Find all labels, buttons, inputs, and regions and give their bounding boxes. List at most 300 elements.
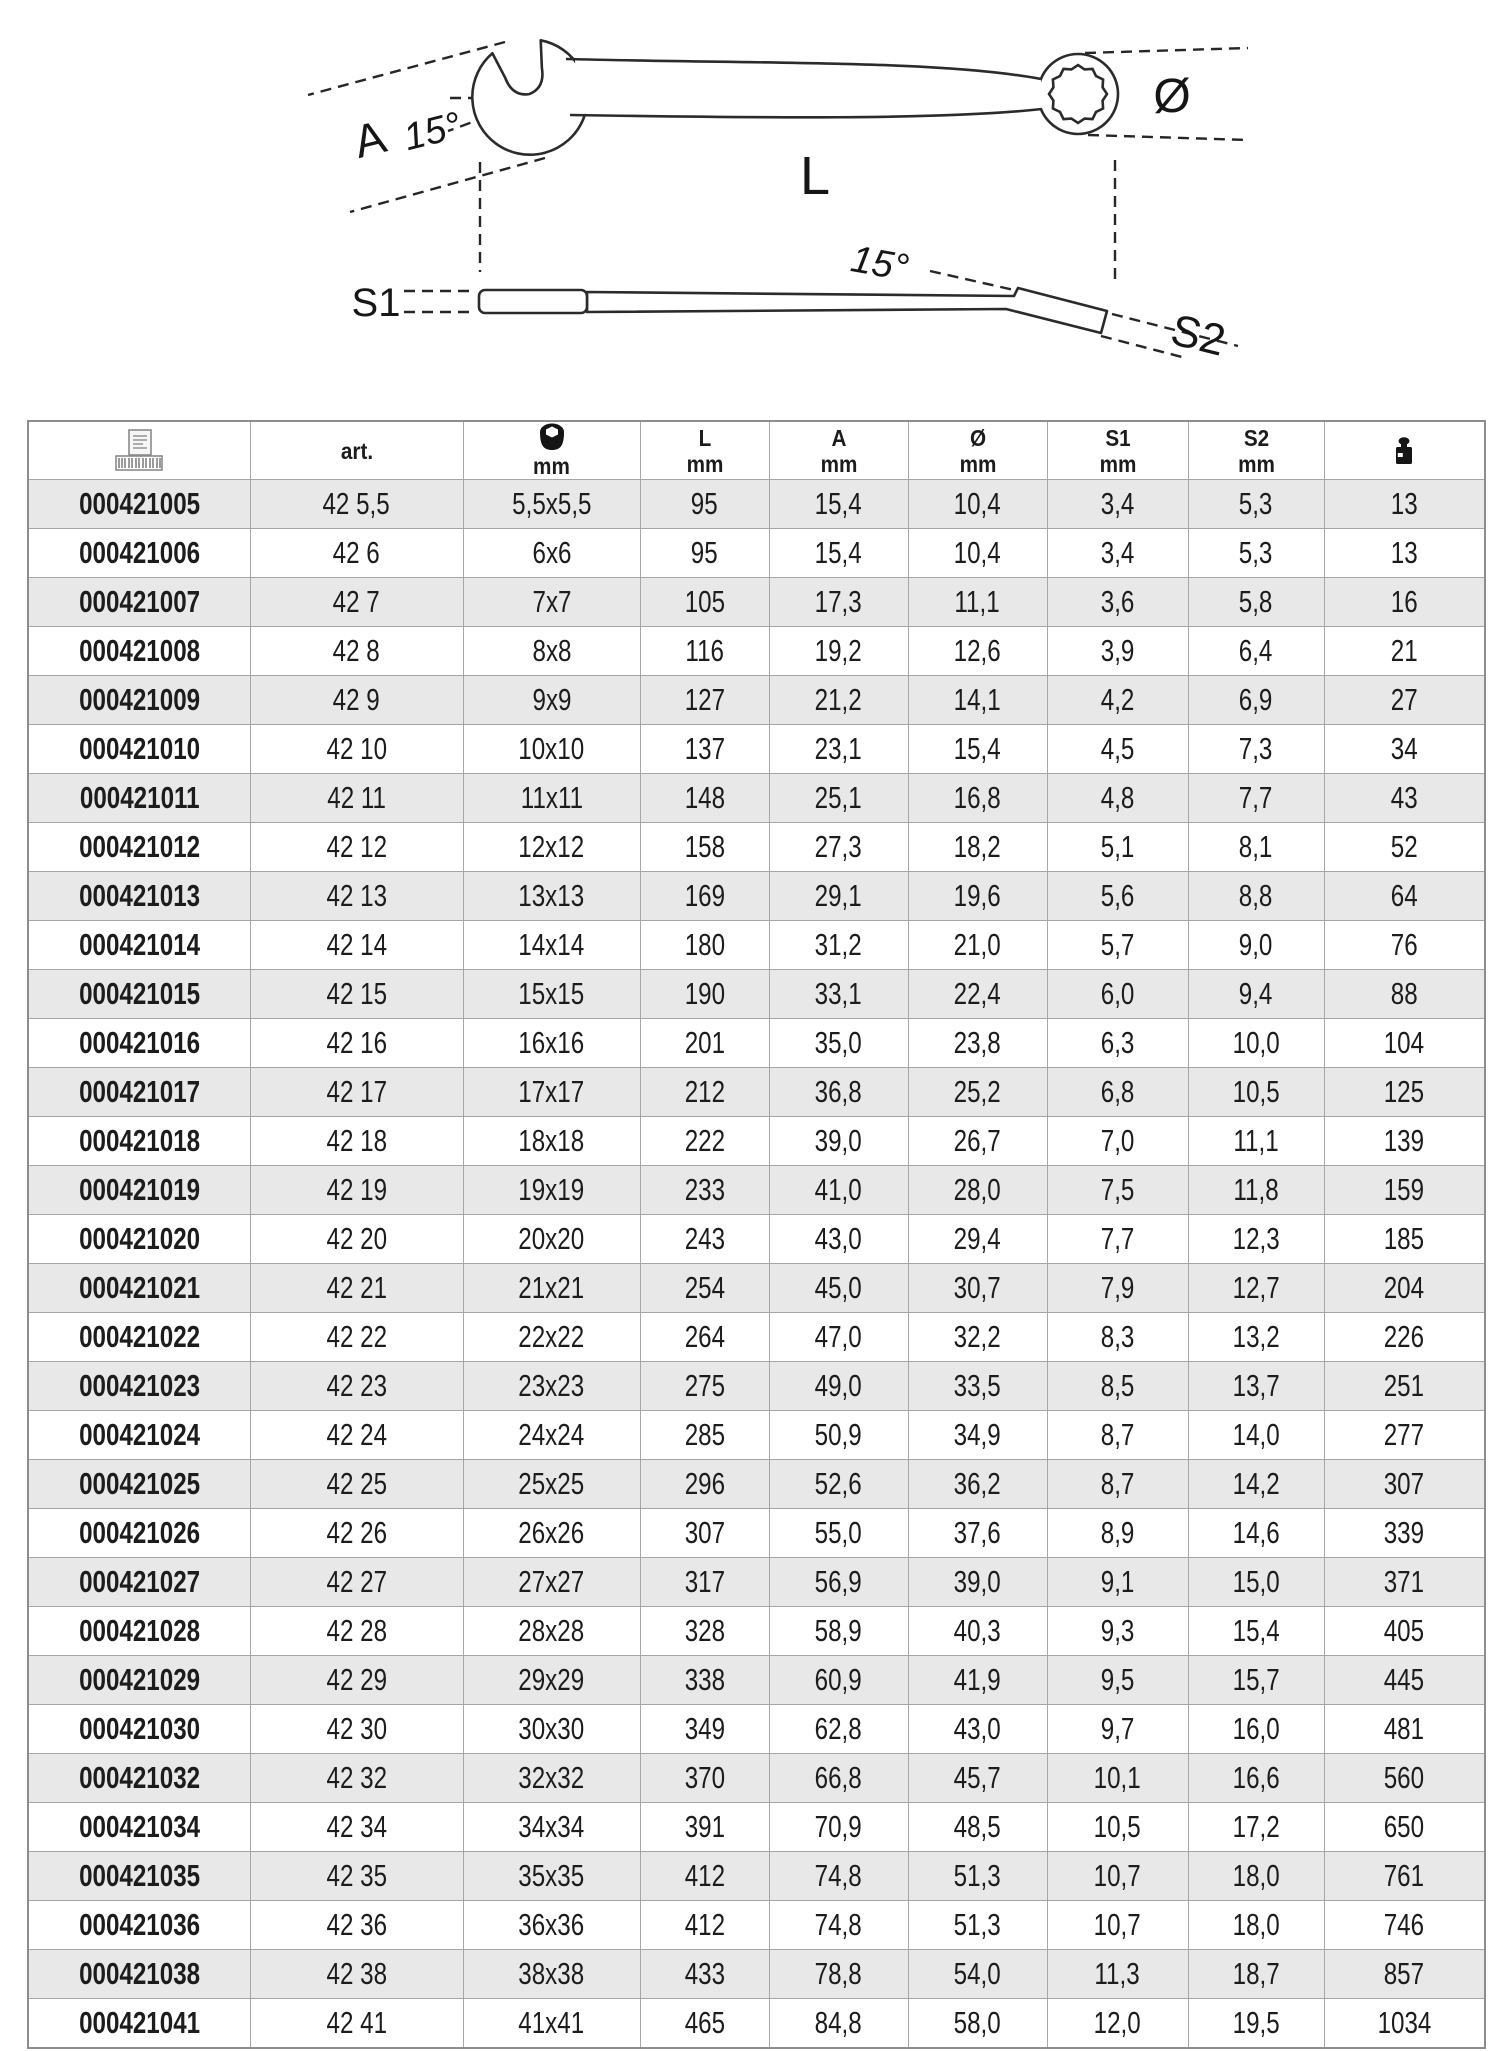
cell-code: 000421032 — [28, 1754, 250, 1803]
cell-diameter: 18,2 — [908, 823, 1047, 872]
cell-s1: 7,5 — [1047, 1166, 1188, 1215]
cell-l: 317 — [640, 1558, 769, 1607]
cell-weight: 1034 — [1324, 1999, 1485, 2049]
col-header-diameter: Ø mm — [908, 421, 1047, 480]
cell-l: 412 — [640, 1901, 769, 1950]
cell-l: 433 — [640, 1950, 769, 1999]
cell-l: 222 — [640, 1117, 769, 1166]
cell-diameter: 34,9 — [908, 1411, 1047, 1460]
cell-size: 5,5x5,5 — [463, 480, 640, 529]
col-header-s2: S2 mm — [1188, 421, 1324, 480]
table-row — [28, 1019, 1485, 1068]
table-row — [28, 1068, 1485, 1117]
cell-size: 12x12 — [463, 823, 640, 872]
cell-art: 42 15 — [250, 970, 463, 1019]
cell-l: 201 — [640, 1019, 769, 1068]
cell-s2: 9,0 — [1188, 921, 1324, 970]
cell-l: 148 — [640, 774, 769, 823]
cell-s1: 10,7 — [1047, 1852, 1188, 1901]
cell-s2: 6,9 — [1188, 676, 1324, 725]
cell-s2: 17,2 — [1188, 1803, 1324, 1852]
cell-a: 36,8 — [769, 1068, 908, 1117]
cell-size: 19x19 — [463, 1166, 640, 1215]
cell-weight: 251 — [1324, 1362, 1485, 1411]
cell-s2: 18,7 — [1188, 1950, 1324, 1999]
table-row — [28, 1215, 1485, 1264]
cell-code: 000421029 — [28, 1656, 250, 1705]
cell-a: 60,9 — [769, 1656, 908, 1705]
cell-size: 26x26 — [463, 1509, 640, 1558]
cell-weight: 21 — [1324, 627, 1485, 676]
cell-diameter: 58,0 — [908, 1999, 1047, 2049]
cell-a: 66,8 — [769, 1754, 908, 1803]
cell-s1: 9,1 — [1047, 1558, 1188, 1607]
cell-art: 42 10 — [250, 725, 463, 774]
cell-s2: 19,5 — [1188, 1999, 1324, 2049]
cell-art: 42 6 — [250, 529, 463, 578]
cell-diameter: 39,0 — [908, 1558, 1047, 1607]
cell-diameter: 30,7 — [908, 1264, 1047, 1313]
cell-size: 23x23 — [463, 1362, 640, 1411]
cell-weight: 650 — [1324, 1803, 1485, 1852]
cell-diameter: 45,7 — [908, 1754, 1047, 1803]
cell-s1: 8,7 — [1047, 1460, 1188, 1509]
cell-l: 190 — [640, 970, 769, 1019]
cell-size: 6x6 — [463, 529, 640, 578]
table-row — [28, 1460, 1485, 1509]
cell-s1: 7,0 — [1047, 1117, 1188, 1166]
cell-s2: 15,4 — [1188, 1607, 1324, 1656]
cell-s1: 7,7 — [1047, 1215, 1188, 1264]
cell-diameter: 51,3 — [908, 1852, 1047, 1901]
cell-weight: 307 — [1324, 1460, 1485, 1509]
table-row — [28, 774, 1485, 823]
cell-code: 000421026 — [28, 1509, 250, 1558]
cell-art: 42 26 — [250, 1509, 463, 1558]
table-row — [28, 1411, 1485, 1460]
cell-diameter: 36,2 — [908, 1460, 1047, 1509]
cell-size: 14x14 — [463, 921, 640, 970]
cell-size: 22x22 — [463, 1313, 640, 1362]
cell-s1: 7,9 — [1047, 1264, 1188, 1313]
cell-diameter: 10,4 — [908, 480, 1047, 529]
cell-diameter: 37,6 — [908, 1509, 1047, 1558]
barcode-icon — [29, 428, 250, 474]
cell-size: 11x11 — [463, 774, 640, 823]
cell-a: 55,0 — [769, 1509, 908, 1558]
cell-weight: 13 — [1324, 480, 1485, 529]
cell-art: 42 11 — [250, 774, 463, 823]
col-header-a: A mm — [769, 421, 908, 480]
col-header-size-unit: mm — [533, 453, 570, 479]
table-row — [28, 823, 1485, 872]
cell-a: 70,9 — [769, 1803, 908, 1852]
wrench-diagram-svg — [0, 0, 1512, 408]
cell-s1: 4,8 — [1047, 774, 1188, 823]
cell-art: 42 35 — [250, 1852, 463, 1901]
cell-size: 7x7 — [463, 578, 640, 627]
cell-l: 180 — [640, 921, 769, 970]
cell-diameter: 48,5 — [908, 1803, 1047, 1852]
cell-s2: 14,2 — [1188, 1460, 1324, 1509]
cell-diameter: 10,4 — [908, 529, 1047, 578]
cell-weight: 13 — [1324, 529, 1485, 578]
cell-code: 000421010 — [28, 725, 250, 774]
cell-l: 254 — [640, 1264, 769, 1313]
cell-size: 24x24 — [463, 1411, 640, 1460]
cell-s2: 6,4 — [1188, 627, 1324, 676]
cell-l: 127 — [640, 676, 769, 725]
cell-weight: 371 — [1324, 1558, 1485, 1607]
cell-size: 29x29 — [463, 1656, 640, 1705]
cell-art: 42 18 — [250, 1117, 463, 1166]
cell-l: 349 — [640, 1705, 769, 1754]
cell-art: 42 14 — [250, 921, 463, 970]
cell-l: 137 — [640, 725, 769, 774]
cell-s1: 5,7 — [1047, 921, 1188, 970]
cell-size: 16x16 — [463, 1019, 640, 1068]
cell-size: 18x18 — [463, 1117, 640, 1166]
cell-a: 21,2 — [769, 676, 908, 725]
cell-code: 000421022 — [28, 1313, 250, 1362]
cell-code: 000421019 — [28, 1166, 250, 1215]
col-header-art — [250, 421, 463, 480]
cell-s2: 18,0 — [1188, 1901, 1324, 1950]
cell-weight: 27 — [1324, 676, 1485, 725]
cell-a: 19,2 — [769, 627, 908, 676]
cell-a: 15,4 — [769, 529, 908, 578]
cell-diameter: 51,3 — [908, 1901, 1047, 1950]
cell-size: 32x32 — [463, 1754, 640, 1803]
cell-diameter: 25,2 — [908, 1068, 1047, 1117]
cell-size: 41x41 — [463, 1999, 640, 2049]
cell-s2: 11,1 — [1188, 1117, 1324, 1166]
cell-code: 000421012 — [28, 823, 250, 872]
cell-code: 000421025 — [28, 1460, 250, 1509]
cell-size: 13x13 — [463, 872, 640, 921]
cell-art: 42 8 — [250, 627, 463, 676]
cell-s1: 4,2 — [1047, 676, 1188, 725]
cell-weight: 277 — [1324, 1411, 1485, 1460]
cell-weight: 159 — [1324, 1166, 1485, 1215]
cell-size: 28x28 — [463, 1607, 640, 1656]
cell-l: 275 — [640, 1362, 769, 1411]
cell-l: 158 — [640, 823, 769, 872]
cell-s2: 16,0 — [1188, 1705, 1324, 1754]
cell-diameter: 28,0 — [908, 1166, 1047, 1215]
cell-diameter: 33,5 — [908, 1362, 1047, 1411]
cell-a: 23,1 — [769, 725, 908, 774]
cell-a: 52,6 — [769, 1460, 908, 1509]
col-header-size — [463, 421, 640, 480]
table-row — [28, 725, 1485, 774]
table-body — [28, 480, 1485, 2049]
cell-weight: 88 — [1324, 970, 1485, 1019]
cell-s1: 10,7 — [1047, 1901, 1188, 1950]
cell-a: 49,0 — [769, 1362, 908, 1411]
cell-art: 42 29 — [250, 1656, 463, 1705]
cell-s1: 8,3 — [1047, 1313, 1188, 1362]
cell-diameter: 14,1 — [908, 676, 1047, 725]
cell-s1: 8,5 — [1047, 1362, 1188, 1411]
cell-size: 30x30 — [463, 1705, 640, 1754]
cell-weight: 76 — [1324, 921, 1485, 970]
table-row — [28, 1803, 1485, 1852]
cell-art: 42 28 — [250, 1607, 463, 1656]
cell-a: 58,9 — [769, 1607, 908, 1656]
cell-s1: 4,5 — [1047, 725, 1188, 774]
cell-weight: 185 — [1324, 1215, 1485, 1264]
cell-art: 42 32 — [250, 1754, 463, 1803]
cell-s1: 3,6 — [1047, 578, 1188, 627]
cell-l: 95 — [640, 529, 769, 578]
cell-a: 29,1 — [769, 872, 908, 921]
cell-code: 000421007 — [28, 578, 250, 627]
cell-code: 000421041 — [28, 1999, 250, 2049]
cell-s2: 5,3 — [1188, 529, 1324, 578]
cell-weight: 204 — [1324, 1264, 1485, 1313]
cell-code: 000421028 — [28, 1607, 250, 1656]
cell-s1: 9,5 — [1047, 1656, 1188, 1705]
table-row — [28, 872, 1485, 921]
dim-angle-open-label: 15° — [399, 104, 466, 160]
table-row — [28, 529, 1485, 578]
table-row — [28, 480, 1485, 529]
cell-art: 42 17 — [250, 1068, 463, 1117]
cell-weight: 43 — [1324, 774, 1485, 823]
cell-weight: 445 — [1324, 1656, 1485, 1705]
cell-l: 169 — [640, 872, 769, 921]
cell-size: 9x9 — [463, 676, 640, 725]
cell-size: 17x17 — [463, 1068, 640, 1117]
cell-size: 21x21 — [463, 1264, 640, 1313]
cell-size: 38x38 — [463, 1950, 640, 1999]
cell-code: 000421016 — [28, 1019, 250, 1068]
cell-art: 42 21 — [250, 1264, 463, 1313]
cell-a: 45,0 — [769, 1264, 908, 1313]
cell-art: 42 19 — [250, 1166, 463, 1215]
dim-s2-label: S2 — [1166, 305, 1231, 366]
cell-a: 56,9 — [769, 1558, 908, 1607]
cell-code: 000421009 — [28, 676, 250, 725]
cell-s2: 15,0 — [1188, 1558, 1324, 1607]
table-row — [28, 1852, 1485, 1901]
cell-weight: 16 — [1324, 578, 1485, 627]
cell-a: 27,3 — [769, 823, 908, 872]
cell-s1: 8,7 — [1047, 1411, 1188, 1460]
cell-weight: 226 — [1324, 1313, 1485, 1362]
cell-s2: 7,7 — [1188, 774, 1324, 823]
nut-icon — [537, 422, 567, 452]
cell-code: 000421017 — [28, 1068, 250, 1117]
cell-weight: 34 — [1324, 725, 1485, 774]
cell-s2: 7,3 — [1188, 725, 1324, 774]
cell-code: 000421015 — [28, 970, 250, 1019]
cell-s2: 10,5 — [1188, 1068, 1324, 1117]
cell-code: 000421036 — [28, 1901, 250, 1950]
cell-art: 42 27 — [250, 1558, 463, 1607]
table-row — [28, 1509, 1485, 1558]
cell-diameter: 29,4 — [908, 1215, 1047, 1264]
cell-weight: 52 — [1324, 823, 1485, 872]
cell-diameter: 32,2 — [908, 1313, 1047, 1362]
table-row — [28, 676, 1485, 725]
cell-code: 000421018 — [28, 1117, 250, 1166]
cell-weight: 857 — [1324, 1950, 1485, 1999]
cell-size: 8x8 — [463, 627, 640, 676]
cell-l: 105 — [640, 578, 769, 627]
table-row — [28, 1901, 1485, 1950]
table-row — [28, 578, 1485, 627]
cell-s2: 9,4 — [1188, 970, 1324, 1019]
cell-weight: 560 — [1324, 1754, 1485, 1803]
cell-diameter: 23,8 — [908, 1019, 1047, 1068]
cell-weight: 339 — [1324, 1509, 1485, 1558]
cell-a: 39,0 — [769, 1117, 908, 1166]
cell-a: 41,0 — [769, 1166, 908, 1215]
cell-l: 465 — [640, 1999, 769, 2049]
cell-weight: 104 — [1324, 1019, 1485, 1068]
cell-s2: 12,7 — [1188, 1264, 1324, 1313]
cell-s2: 18,0 — [1188, 1852, 1324, 1901]
cell-weight: 761 — [1324, 1852, 1485, 1901]
cell-a: 33,1 — [769, 970, 908, 1019]
cell-code: 000421023 — [28, 1362, 250, 1411]
cell-art: 42 12 — [250, 823, 463, 872]
cell-size: 36x36 — [463, 1901, 640, 1950]
cell-a: 17,3 — [769, 578, 908, 627]
cell-size: 20x20 — [463, 1215, 640, 1264]
cell-s2: 12,3 — [1188, 1215, 1324, 1264]
cell-a: 74,8 — [769, 1901, 908, 1950]
cell-weight: 405 — [1324, 1607, 1485, 1656]
cell-a: 62,8 — [769, 1705, 908, 1754]
cell-code: 000421038 — [28, 1950, 250, 1999]
cell-art: 42 16 — [250, 1019, 463, 1068]
cell-l: 370 — [640, 1754, 769, 1803]
cell-code: 000421027 — [28, 1558, 250, 1607]
cell-art: 42 22 — [250, 1313, 463, 1362]
cell-s2: 11,8 — [1188, 1166, 1324, 1215]
cell-code: 000421035 — [28, 1852, 250, 1901]
cell-s2: 5,3 — [1188, 480, 1324, 529]
cell-a: 84,8 — [769, 1999, 908, 2049]
cell-s2: 13,2 — [1188, 1313, 1324, 1362]
cell-s1: 5,6 — [1047, 872, 1188, 921]
cell-code: 000421014 — [28, 921, 250, 970]
cell-art: 42 7 — [250, 578, 463, 627]
table-row — [28, 1950, 1485, 1999]
cell-s1: 6,0 — [1047, 970, 1188, 1019]
cell-a: 47,0 — [769, 1313, 908, 1362]
cell-art: 42 9 — [250, 676, 463, 725]
cell-code: 000421006 — [28, 529, 250, 578]
cell-size: 10x10 — [463, 725, 640, 774]
cell-l: 307 — [640, 1509, 769, 1558]
dim-angle-ring-label: 15° — [847, 238, 912, 290]
cell-l: 212 — [640, 1068, 769, 1117]
weight-icon — [1325, 436, 1485, 466]
cell-diameter: 54,0 — [908, 1950, 1047, 1999]
side-view-shaft — [587, 288, 1107, 333]
cell-code: 000421013 — [28, 872, 250, 921]
cell-l: 412 — [640, 1852, 769, 1901]
cell-size: 35x35 — [463, 1852, 640, 1901]
table-row — [28, 1607, 1485, 1656]
cell-art: 42 5,5 — [250, 480, 463, 529]
cell-diameter: 43,0 — [908, 1705, 1047, 1754]
cell-a: 74,8 — [769, 1852, 908, 1901]
cell-diameter: 40,3 — [908, 1607, 1047, 1656]
header-row — [28, 421, 1485, 480]
cell-s1: 10,1 — [1047, 1754, 1188, 1803]
cell-diameter: 26,7 — [908, 1117, 1047, 1166]
cell-diameter: 12,6 — [908, 627, 1047, 676]
cell-code: 000421008 — [28, 627, 250, 676]
cell-art: 42 13 — [250, 872, 463, 921]
table-row — [28, 1166, 1485, 1215]
table-row — [28, 1754, 1485, 1803]
cell-art: 42 38 — [250, 1950, 463, 1999]
cell-diameter: 11,1 — [908, 578, 1047, 627]
cell-l: 285 — [640, 1411, 769, 1460]
table-row — [28, 1362, 1485, 1411]
cell-diameter: 21,0 — [908, 921, 1047, 970]
table-row — [28, 1705, 1485, 1754]
cell-s2: 8,8 — [1188, 872, 1324, 921]
col-header-art-label: art. — [340, 437, 373, 464]
wrench-diagram — [0, 0, 1512, 408]
cell-diameter: 22,4 — [908, 970, 1047, 1019]
cell-code: 000421034 — [28, 1803, 250, 1852]
cell-diameter: 15,4 — [908, 725, 1047, 774]
dim-a-label: A — [348, 110, 391, 168]
cell-s2: 5,8 — [1188, 578, 1324, 627]
dim-length-label: L — [799, 146, 831, 206]
cell-code: 000421005 — [28, 480, 250, 529]
cell-weight: 481 — [1324, 1705, 1485, 1754]
shaft-fill — [575, 60, 1042, 114]
col-header-s1: S1 mm — [1047, 421, 1188, 480]
cell-l: 243 — [640, 1215, 769, 1264]
cell-a: 15,4 — [769, 480, 908, 529]
dim-s1-label: S1 — [351, 281, 401, 325]
cell-l: 116 — [640, 627, 769, 676]
table-row — [28, 1999, 1485, 2049]
spec-table — [27, 420, 1486, 2049]
cell-s1: 3,4 — [1047, 480, 1188, 529]
cell-size: 15x15 — [463, 970, 640, 1019]
cell-s1: 6,3 — [1047, 1019, 1188, 1068]
table-row — [28, 1117, 1485, 1166]
cell-code: 000421030 — [28, 1705, 250, 1754]
cell-code: 000421021 — [28, 1264, 250, 1313]
cell-s1: 8,9 — [1047, 1509, 1188, 1558]
cell-a: 78,8 — [769, 1950, 908, 1999]
cell-weight: 746 — [1324, 1901, 1485, 1950]
cell-l: 264 — [640, 1313, 769, 1362]
cell-s1: 3,4 — [1047, 529, 1188, 578]
cell-art: 42 24 — [250, 1411, 463, 1460]
cell-weight: 64 — [1324, 872, 1485, 921]
table-row — [28, 1656, 1485, 1705]
cell-art: 42 20 — [250, 1215, 463, 1264]
side-view-open-head — [479, 290, 587, 313]
col-header-weight — [1324, 421, 1485, 480]
cell-code: 000421011 — [28, 774, 250, 823]
cell-weight: 125 — [1324, 1068, 1485, 1117]
cell-weight: 139 — [1324, 1117, 1485, 1166]
